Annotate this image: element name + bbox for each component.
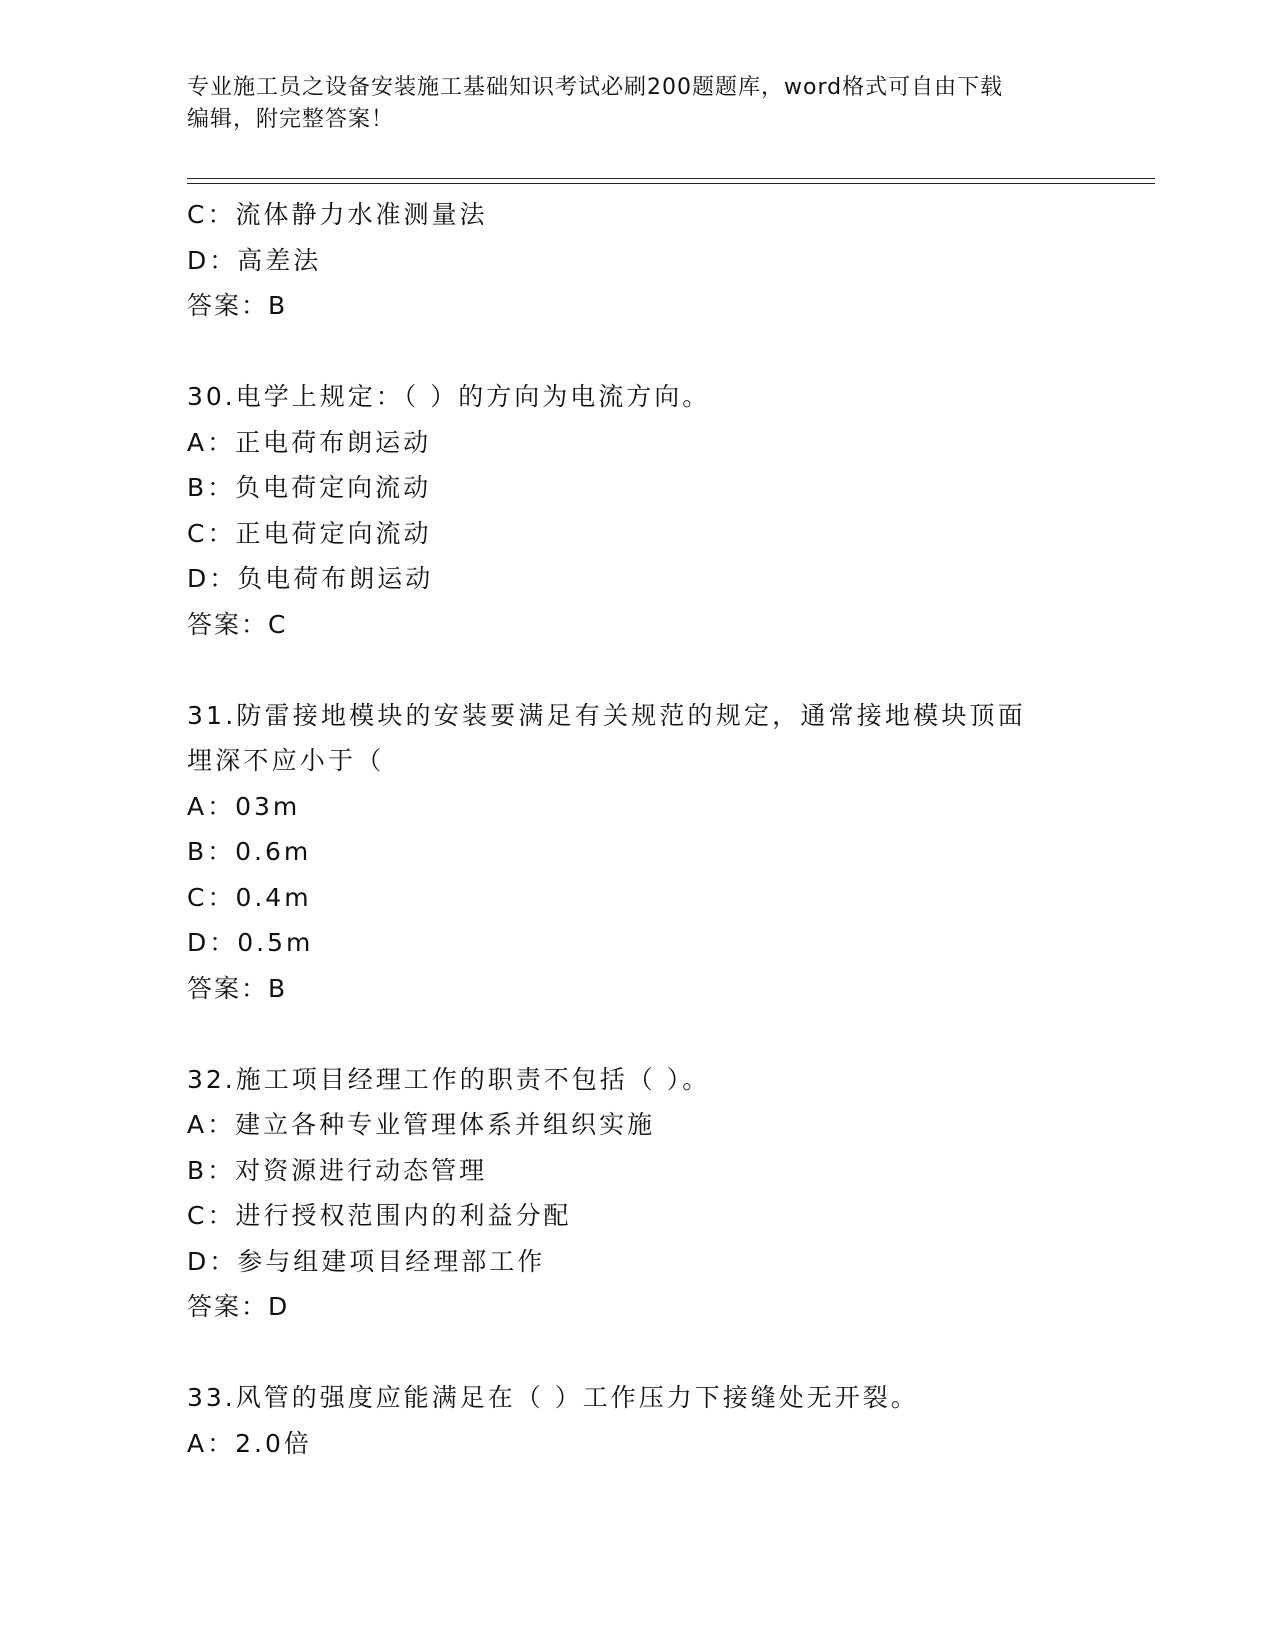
header-divider-top [187, 178, 1155, 179]
question-31 [187, 693, 1107, 1012]
option-b: B：对资源进行动态管理 [187, 1155, 488, 1185]
option-a: A：建立各种专业管理体系并组织实施 [187, 1110, 656, 1139]
option-d: D：负电荷布朗运动 [187, 564, 434, 593]
header-title-line-1: 专业施工员之设备安装施工基础知识考试必刷200题题库，word格式可自由下载 [187, 75, 1004, 100]
answer-line: 答案：B [187, 291, 288, 320]
option-c: C：0.4m [187, 882, 312, 912]
question-32 [187, 1057, 1107, 1331]
option-c: C：进行授权范围内的利益分配 [187, 1201, 572, 1230]
option-a: A：03m [187, 791, 301, 821]
answer-line: 答案：D [187, 1292, 290, 1321]
question-gap [187, 1330, 1107, 1375]
option-c: C：流体静力水准测量法 [187, 200, 488, 229]
option-d: D：高差法 [187, 245, 322, 275]
question-gap [187, 329, 1107, 374]
question-gap [187, 648, 1107, 693]
option-a: A：2.0倍 [187, 1428, 312, 1458]
option-a: A：正电荷布朗运动 [187, 427, 432, 457]
option-c: C：正电荷定向流动 [187, 518, 432, 548]
question-stem: 31.防雷接地模块的安装要满足有关规范的规定，通常接地模块顶面埋深不应小于（ [187, 700, 1026, 775]
answer-line: 答案：B [187, 973, 288, 1003]
option-d: D：0.5m [187, 928, 314, 957]
option-b: B：负电荷定向流动 [187, 473, 432, 502]
question-gap [187, 1012, 1107, 1057]
question-33 [187, 1375, 1107, 1466]
document-header [187, 72, 1067, 136]
question-30 [187, 374, 1107, 648]
answer-line: 答案：C [187, 609, 288, 639]
header-divider-bottom [187, 183, 1155, 184]
question-stem: 32.施工项目经理工作的职责不包括（ ）。 [187, 1064, 711, 1094]
option-b: B：0.6m [187, 837, 312, 866]
question-stem: 30.电学上规定：（ ）的方向为电流方向。 [187, 382, 711, 411]
question-stem: 33.风管的强度应能满足在（ ）工作压力下接缝处无开裂。 [187, 1383, 919, 1412]
question-list [187, 192, 1107, 1466]
question-29-continuation [187, 192, 1107, 329]
header-title-line-2: 编辑，附完整答案！ [187, 107, 395, 132]
option-d: D：参与组建项目经理部工作 [187, 1246, 546, 1276]
